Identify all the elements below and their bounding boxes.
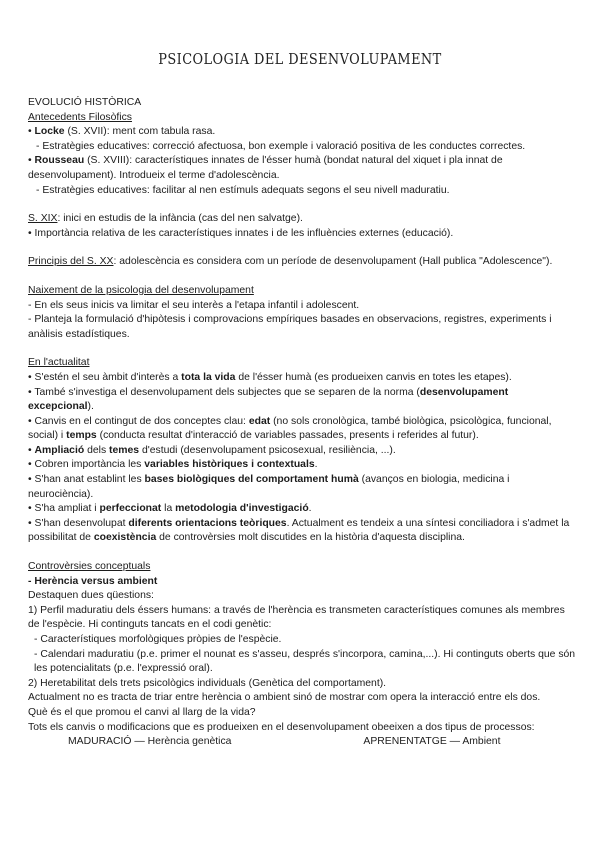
text-run: de l'ésser humà (es produeixen canvis en totes les etapes).: [235, 371, 512, 383]
s19-line: [28, 212, 576, 227]
text-run: (no sols cronològica, també biològica, psicològica, funcional, social) i: [28, 415, 552, 442]
s19-text: : inici en estudis de la infància (cas del nen salvatge).: [57, 213, 303, 225]
text-run: • S'estén el seu àmbit d'interès a: [28, 371, 182, 383]
controversies-line-1: Destaquen dues qüestions:: [28, 590, 154, 602]
text-run: •: [28, 444, 35, 456]
actualitat-bullet-3: [28, 415, 576, 444]
bold-run: temes: [109, 444, 140, 456]
rousseau-term: Rousseau: [34, 155, 85, 167]
section-heading-evolucio: EVOLUCIÓ HISTÒRICA: [28, 97, 142, 108]
controversies-line-4: - Calendari maduratiu (p.e. primer el nounat es s'asseu, després s'incorpora, camina,...). Hi continguts oberts que són les potencialitats (p.e. l'expressió oral).: [34, 648, 576, 675]
bold-run: Ampliació: [34, 444, 85, 456]
bold-run: temps: [66, 430, 97, 442]
actualitat-bullet-4: [28, 444, 576, 459]
actualitat-bullet-8: [28, 517, 576, 546]
controversies-line-3: - Característiques morfològiques pròpies de l'espècie.: [34, 634, 282, 645]
locke-item: • Locke (S. XVII): ment com tabula rasa.: [28, 126, 216, 138]
processes-line: [28, 735, 576, 750]
actualitat-bullet-1: [28, 371, 576, 386]
controversies-line-2: 1) Perfil maduratiu dels éssers humans: a través de l'herència es transmeten característiques comunes als membres de l'espècie. Hi continguts tancats en el codi genètic:: [28, 604, 565, 631]
subheading-antecedents: Antecedents Filosòfics: [28, 111, 132, 123]
bold-run: perfeccionat: [99, 503, 162, 515]
s20-text: : adolescència es considera com un període de desenvolupament (Hall publica "Adolescence").: [113, 256, 553, 268]
text-run: . Actualment es tendeix a una síntesi conciliadora i s'admet la possibilitat de: [28, 517, 570, 544]
aprenentatge-text: APRENENTATGE — Ambient: [363, 736, 501, 748]
text-run: de controvèrsies molt discutides en la història d'aquesta disciplina.: [156, 532, 465, 544]
text-run: • Cobren importància les: [28, 459, 145, 471]
locke-text: (S. XVII): ment com tabula rasa.: [64, 126, 216, 138]
bold-run: desenvolupament excepcional: [28, 386, 509, 413]
s20-label: Principis del S. XX: [28, 256, 114, 268]
bold-run: metodologia d'investigació: [175, 503, 309, 515]
rousseau-item: • Rousseau (S. XVIII): característiques innates de l'ésser humà (bondat natural del xiquet i pla innat de desenvolupament). Introdueix el terme d'adolescència.: [28, 155, 503, 181]
text-run: • S'ha ampliat i: [28, 503, 100, 515]
text-run: .: [308, 503, 312, 515]
rousseau-text: (S. XVIII): característiques innates de l'ésser humà (bondat natural del xiquet i pla innat de desenvolupament). Introdueix el terme d'adolescència.: [28, 155, 503, 181]
text-run: ).: [87, 401, 94, 413]
bold-run: coexistència: [93, 532, 157, 544]
text-run: (avanços en biologia, medicina i neurociència).: [28, 474, 510, 500]
document-body: [28, 96, 576, 750]
controversies-line-8: Tots els canvis o modificacions que es produeixen en el desenvolupament obeeixen a dos tipus de processos:: [28, 721, 535, 733]
text-run: • S'han anat establint les: [28, 474, 145, 486]
subheading-herencia: [28, 575, 576, 590]
text-run: dels: [84, 444, 110, 456]
rousseau-strategies: - Estratègies educatives: facilitar al nen estímuls adequats segons el seu nivell maduratiu.: [36, 184, 450, 196]
text-run: .: [314, 459, 318, 471]
s19-bullet: • Importància relativa de les característiques innates i de les influències externes (educació).: [28, 227, 454, 239]
actualitat-bullet-5: [28, 458, 576, 473]
naixement-line-1: - En els seus inicis va limitar el seu interès a l'etapa infantil i adolescent.: [28, 299, 360, 311]
section-heading-actualitat: En l'actualitat: [28, 357, 90, 369]
text-run: • S'han desenvolupat: [28, 517, 129, 529]
section-heading-naixement: Naixement de la psicologia del desenvolupament: [28, 284, 254, 296]
bold-run: variables històriques i contextuals: [144, 459, 315, 471]
controversies-line-6: Actualment no es tracta de triar entre herència o ambient sinó de mostrar com opera la interacció entre els dos.: [28, 692, 541, 704]
text-run: (conducta resultat d'interacció de variables passades, presents i referides al futur).: [96, 430, 479, 442]
actualitat-bullet-6: [28, 473, 576, 502]
naixement-line-2: - Planteja la formulació d'hipòtesis i comprovacions empíriques basades en observacions, registres, experiments i anàlisis estadístiques.: [28, 314, 552, 340]
page-title: PSICOLOGIA DEL DESENVOLUPAMENT: [158, 50, 442, 68]
bold-run: - Herència versus ambient: [28, 575, 158, 587]
bold-run: tota la vida: [181, 371, 236, 383]
text-run: • Canvis en el contingut de dos conceptes clau:: [28, 415, 249, 427]
maduracio-text: MADURACIÓ — Herència genètica: [68, 736, 232, 748]
bold-run: bases biològiques del comportament humà: [144, 474, 359, 486]
locke-strategies: - Estratègies educatives: correcció afectuosa, bon exemple i valoració positiva de les conductes correctes.: [36, 140, 526, 152]
controversies-line-5: 2) Heretabilitat dels trets psicològics individuals (Genètica del comportament).: [28, 677, 387, 689]
s19-label: S. XIX: [28, 213, 58, 225]
bold-run: edat: [248, 415, 271, 427]
s20-line: [28, 255, 576, 270]
locke-term: Locke: [34, 126, 65, 138]
actualitat-bullet-2: [28, 386, 576, 415]
actualitat-bullet-7: [28, 502, 576, 517]
text-run: • També s'investiga el desenvolupament dels subjectes que se separen de la norma (: [28, 386, 420, 398]
text-run: d'estudi (desenvolupament psicosexual, resiliència, ...).: [139, 444, 396, 456]
section-heading-controversies: Controvèrsies conceptuals: [28, 561, 151, 573]
bold-run: diferents orientacions teòriques: [128, 517, 287, 529]
text-run: la: [161, 503, 176, 515]
controversies-line-7: Què és el que promou el canvi al llarg de la vida?: [28, 706, 256, 718]
